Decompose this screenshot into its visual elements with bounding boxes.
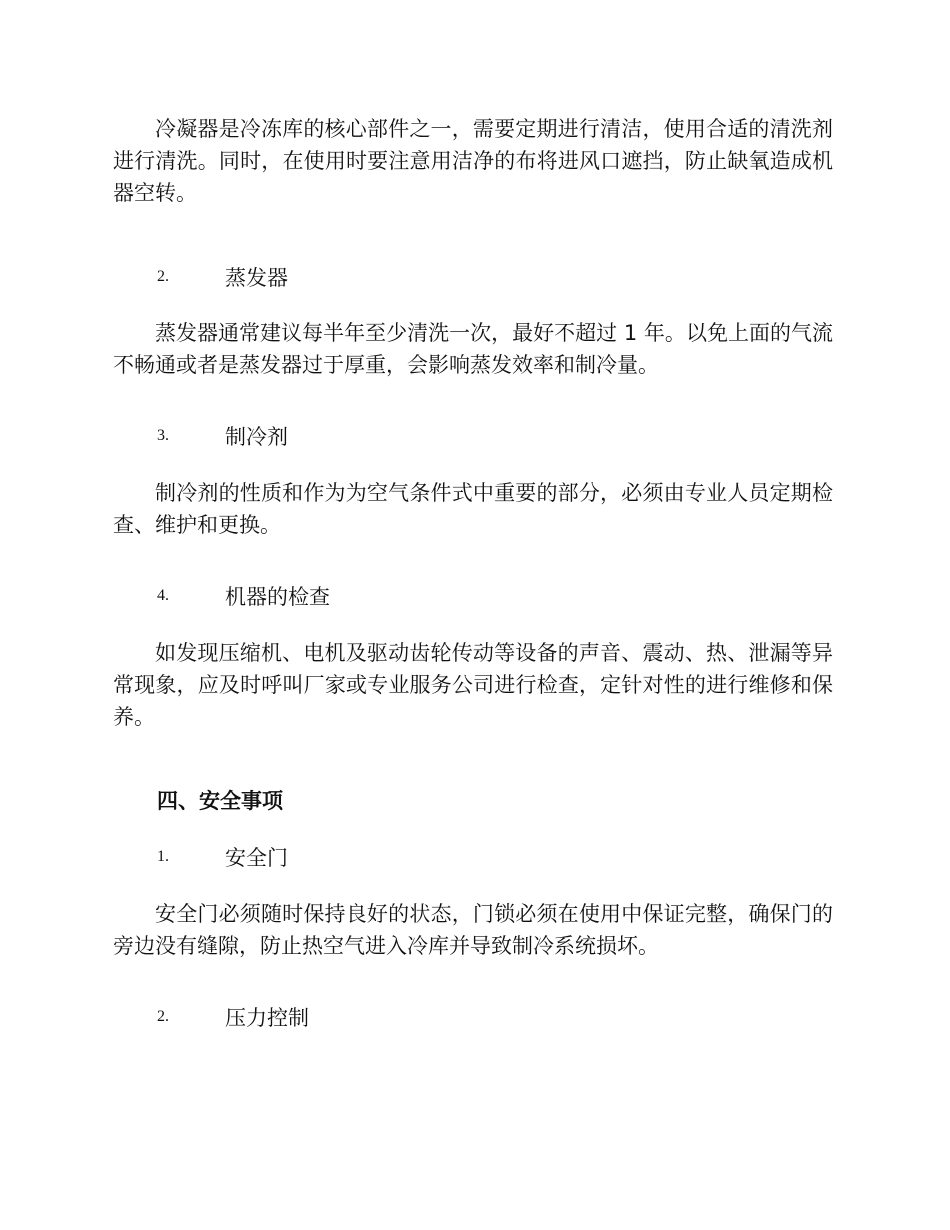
list-item-number: 1.	[157, 848, 169, 865]
list-item-safety-door	[157, 841, 288, 873]
list-item-number: 3.	[157, 427, 169, 444]
paragraph-inspection: 如发现压缩机、电机及驱动齿轮传动等设备的声音、震动、热、泄漏等异常现象，应及时呼叫厂家或专业服务公司进行检查，定针对性的进行维修和保养。	[113, 641, 833, 729]
list-item-evaporator	[157, 261, 288, 293]
list-item-label: 制冷剂	[225, 425, 288, 449]
list-item-refrigerant	[157, 420, 288, 452]
paragraph-condenser: 冷凝器是冷冻库的核心部件之一，需要定期进行清洁，使用合适的清洗剂进行清洗。同时，在使用时要注意用洁净的布将进风口遮挡，防止缺氧造成机器空转。	[113, 117, 833, 205]
paragraph-refrigerant: 制冷剂的性质和作为为空气条件式中重要的部分，必须由专业人员定期检查、维护和更换。	[113, 481, 833, 537]
list-item-pressure-control	[157, 1001, 309, 1033]
list-item-inspection	[157, 580, 330, 612]
section-heading-safety: 四、安全事项	[157, 789, 283, 813]
list-item-number: 4.	[157, 587, 169, 604]
list-item-label: 蒸发器	[225, 266, 288, 290]
paragraph-evaporator: 蒸发器通常建议每半年至少清洗一次，最好不超过 1 年。以免上面的气流不畅通或者是蒸发器过于厚重，会影响蒸发效率和制冷量。	[113, 321, 833, 377]
list-item-label: 安全门	[225, 846, 288, 870]
list-item-label: 压力控制	[225, 1006, 309, 1030]
paragraph-safety-door: 安全门必须随时保持良好的状态，门锁必须在使用中保证完整，确保门的旁边没有缝隙，防止热空气进入冷库并导致制冷系统损坏。	[113, 902, 833, 958]
list-item-label: 机器的检查	[225, 585, 330, 609]
list-item-number: 2.	[157, 1008, 169, 1025]
list-item-number: 2.	[157, 268, 169, 285]
